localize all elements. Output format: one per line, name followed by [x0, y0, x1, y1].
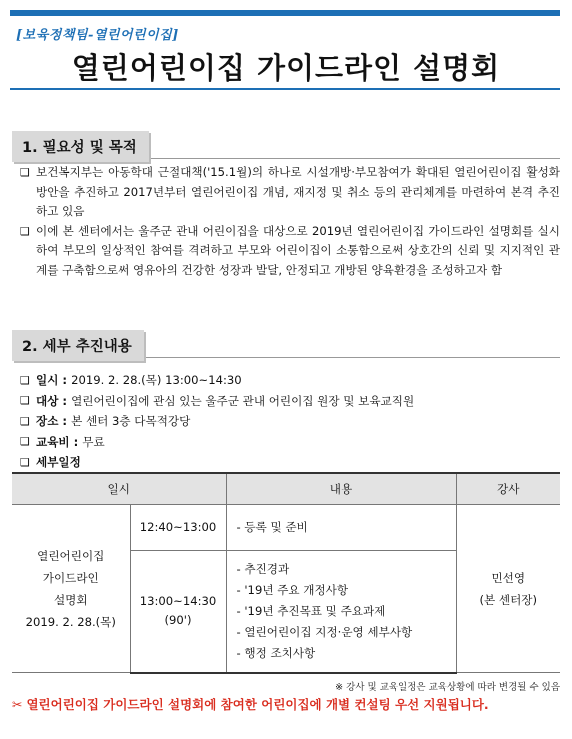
- checkbox-bullet-icon: ❑: [20, 414, 30, 428]
- scissors-icon: ✂: [12, 697, 23, 712]
- checkbox-bullet-icon: ❑: [20, 373, 30, 387]
- content-cell: [226, 551, 456, 673]
- content-item: - 행정 조치사항: [236, 645, 316, 660]
- checkbox-bullet-icon: ❑: [20, 166, 30, 179]
- header-cell-instructor: 강사: [456, 473, 560, 505]
- content-cell: [226, 505, 456, 551]
- detail-list: [20, 370, 560, 473]
- header-top-bar: [10, 10, 560, 16]
- detail-item-fee: ❑ 교육비 : 무료: [20, 434, 105, 449]
- header-cell-datetime: 일시: [12, 473, 226, 505]
- section2-heading: 2. 세부 추진내용: [12, 330, 144, 361]
- checkbox-bullet-icon: ❑: [20, 394, 30, 408]
- section1-header: [12, 131, 560, 159]
- event-cell: 열린어린이집 가이드라인 설명회 2019. 2. 28.(목): [12, 505, 130, 673]
- section1-paragraph: ❑ 이에 본 센터에서는 울주군 관내 어린이집을 대상으로 2019년 열린어린이집 가이드라인 설명회를 실시하여 부모의 일상적인 참여를 격려하고 부모와 어린이집이 소통함으로써 상호간의 신뢰 및 지지적인 관계를 구축함으로써 영유아의 건강한 성장과 발달, 안정되고 개방된 양육환경을 조성하고자 함: [20, 222, 560, 281]
- table-header-row: [12, 473, 560, 505]
- section1-body: [20, 163, 560, 280]
- section1-heading: 1. 필요성 및 목적: [12, 131, 149, 162]
- page-title: 열린어린이집 가이드라인 설명회: [71, 51, 501, 85]
- table-row: [12, 505, 560, 551]
- content-item: - 추진경과: [236, 561, 290, 576]
- detail-item-place: ❑ 장소 : 본 센터 3층 다목적강당: [20, 414, 191, 429]
- content-item: - 등록 및 준비: [236, 520, 308, 534]
- content-item: - '19년 주요 개정사항: [236, 582, 349, 597]
- header-cell-content: 내용: [226, 473, 456, 505]
- checkbox-bullet-icon: ❑: [20, 224, 30, 238]
- detail-item-date: ❑ 일시 : 2019. 2. 28.(목) 13:00~14:30: [20, 373, 242, 388]
- section2-header: [12, 330, 560, 358]
- title-underline: [10, 88, 560, 90]
- footer-notice: ✂ 열린어린이집 가이드라인 설명회에 참여한 어린이집에 개별 컨설팅 우선 지원됩니다.: [12, 697, 489, 712]
- checkbox-bullet-icon: ❑: [20, 435, 30, 449]
- checkbox-bullet-icon: ❑: [20, 455, 30, 469]
- detail-item-target: ❑ 대상 : 열린어린이집에 관심 있는 울주군 관내 어린이집 원장 및 보육교직원: [20, 393, 415, 408]
- instructor-cell: 민선영 (본 센터장): [456, 505, 560, 673]
- section1-paragraph: ❑ 보건복지부는 아동학대 근절대책('15.1월)의 하나로 시설개방·부모참여가 확대된 열린어린이집 활성화 방안을 추진하고 2017년부터 열린어린이집 개념, 재지정 및 취소 등의 관리체계를 마련하여 본격 추진하고 있음: [20, 163, 560, 222]
- time-cell: 13:00~14:30 (90'): [130, 551, 226, 673]
- time-cell: 12:40~13:00: [130, 505, 226, 551]
- detail-item-schedule: ❑ 세부일정: [20, 455, 81, 470]
- content-item: - '19년 추진목표 및 주요과제: [236, 603, 386, 618]
- schedule-note: ※ 강사 및 교육일정은 교육상황에 따라 변경될 수 있음: [335, 682, 560, 693]
- header-subtitle: [보육정책팀-열린어린이집]: [16, 28, 179, 43]
- schedule-table: [12, 472, 560, 674]
- content-item: - 열린어린이집 지정·운영 세부사항: [236, 624, 413, 639]
